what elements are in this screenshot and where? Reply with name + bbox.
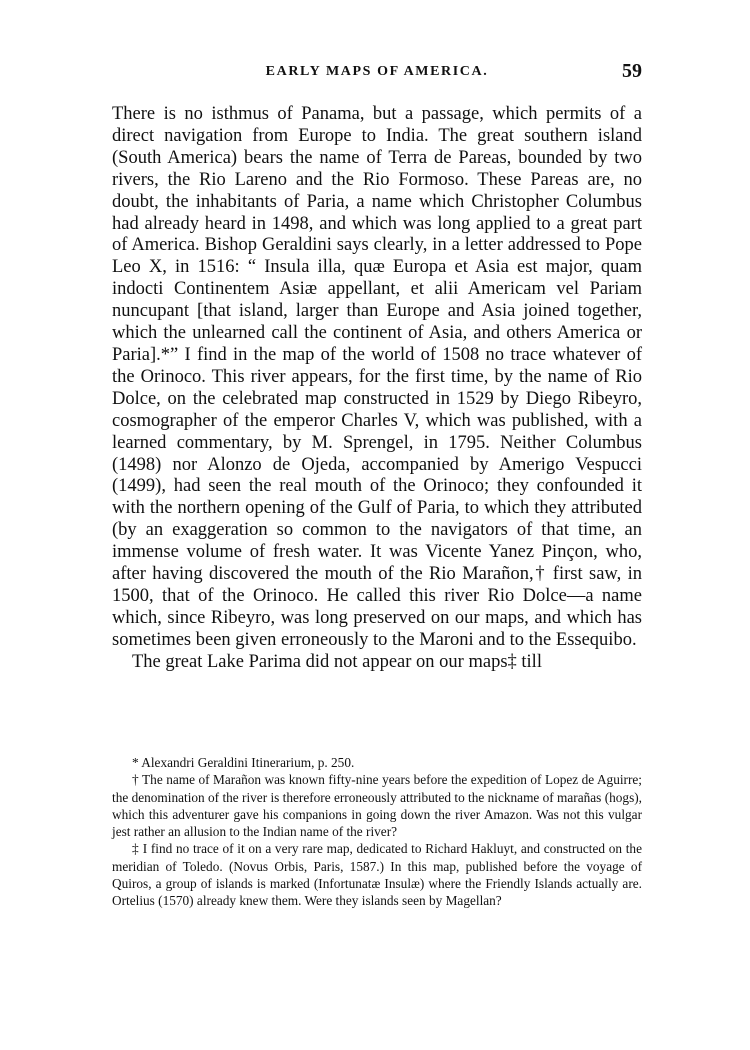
footnote: † The name of Marañon was known fifty-nine years before the expedition of Lopez de Aguirre; the denomination of the river is therefore erroneously attributed to the nickname of marañas (hogs), which this adventurer gave his companions in going down the river Amazon. Was not this vulgar jest rather an allusion to the Indian name of the river? [112, 772, 642, 840]
body-paragraph: The great Lake Parima did not appear on our maps‡ till [132, 651, 542, 672]
body-paragraph: There is no isthmus of Panama, but a passage, which permits of a direct navigation from Europe to India. The great southern island (South America) bears the name of Terra de Pareas, bounded by two rivers, the Rio Lareno and the Rio Formoso. These Pareas are, no doubt, the inhabitants of Paria, a name which Christopher Columbus had already heard in 1498, and which was long applied to a great part of America. Bishop Geraldini says clearly, in a letter addressed to Pope Leo X, in 1516: “ Insula illa, quæ Europa et Asia est major, quam indocti Continentem Asiæ appellant, et alii Americam vel Pariam nuncupant [that island, larger than Europe and Asia joined together, which the unlearned call the continent of Asia, and others America or Paria].*” I find in the map of the world of 1508 no trace whatever of the Orinoco. This river appears, for the first time, by the name of Rio Dolce, on the celebrated map constructed in 1529 by Diego Ribeyro, cosmographer of the emperor Charles V, which was published, with a learned commentary, by M. Sprengel, in 1795. Neither Columbus (1498) nor Alonzo de Ojeda, accompanied by Amerigo Vespucci (1499), had seen the real mouth of the Orinoco; they confounded it with the northern opening of the Gulf of Paria, to which they attributed (by an exaggeration so common to the navigators of that time, an immense volume of fresh water. It was Vicente Yanez Pinçon, who, after having discovered the mouth of the Rio Marañon,† first saw, in 1500, that of the Orinoco. He called this river Rio Dolce—a name which, since Ribeyro, was long preserved on our maps, and which has sometimes been given erroneously to the Maroni and to the Essequibo. [112, 104, 642, 650]
running-title: EARLY MAPS OF AMERICA. [265, 64, 489, 79]
body-text [112, 104, 642, 674]
footnote: ‡ I find no trace of it on a very rare map, dedicated to Richard Hakluyt, and constructed on the meridian of Toledo. (Novus Orbis, Paris, 1587.) In this map, published before the voyage of Quiros, a group of islands is marked (Infortunatæ Insulæ) where the Friendly Islands actually are. Ortelius (1570) already knew them. Were they islands seen by Magellan? [112, 841, 642, 909]
footnote: * Alexandri Geraldini Itinerarium, p. 250. [132, 755, 355, 770]
footnotes [112, 754, 642, 910]
page-number: 59 [622, 60, 642, 82]
page-header [112, 60, 642, 88]
